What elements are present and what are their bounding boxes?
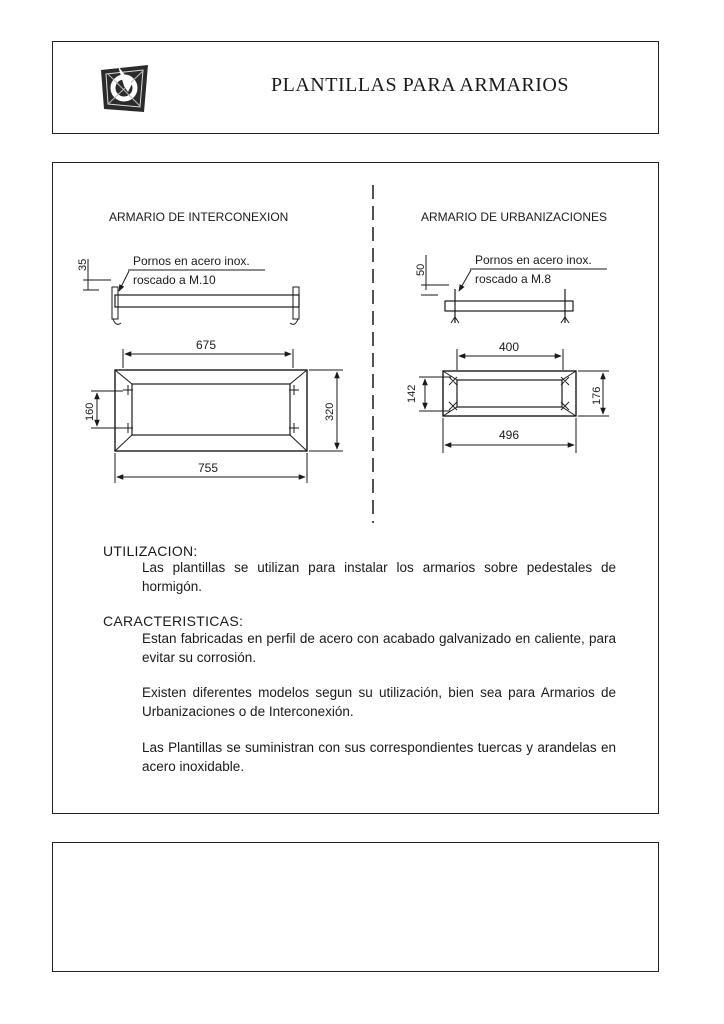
page-title: PLANTILLAS PARA ARMARIOS bbox=[271, 74, 569, 96]
left-dim-inner-width: 675 bbox=[196, 338, 217, 352]
footer-box bbox=[52, 842, 659, 972]
right-caption: ARMARIO DE URBANIZACIONES bbox=[421, 210, 608, 224]
left-dim-inner-height: 160 bbox=[84, 402, 96, 421]
caracteristicas-heading: CARACTERISTICAS: bbox=[103, 613, 244, 629]
utilizacion-text: Las plantillas se utilizan para instalar los armarios sobre pedestales de hormigón. bbox=[142, 560, 616, 594]
main-content-box bbox=[52, 162, 659, 814]
left-dim-bolt: 35 bbox=[77, 258, 89, 271]
company-logo bbox=[98, 62, 152, 116]
left-dim-outer-width: 755 bbox=[198, 461, 219, 475]
caracteristicas-paragraph-2: Existen diferentes modelos segun su utilización, bien sea para Armarios de Urbanizaciones o de Interconexión. bbox=[142, 685, 616, 719]
caracteristicas-paragraph-1: Estan fabricadas en perfil de acero con acabado galvanizado en caliente, para evitar su corrosión. bbox=[142, 631, 616, 665]
technical-drawing bbox=[53, 163, 658, 533]
right-dim-inner-height: 142 bbox=[406, 384, 418, 403]
right-dim-outer-width: 496 bbox=[499, 428, 520, 442]
right-dim-bolt: 50 bbox=[415, 263, 427, 276]
left-note-line2: roscado a M.10 bbox=[133, 273, 216, 287]
right-note-line2: roscado a M.8 bbox=[475, 272, 552, 286]
header-box bbox=[52, 41, 659, 134]
caracteristicas-paragraph-3: Las Plantillas se suministran con sus correspondientes tuercas y arandelas en acero inoxidable. bbox=[142, 740, 616, 774]
utilizacion-heading: UTILIZACION: bbox=[103, 543, 198, 559]
right-dim-outer-height: 176 bbox=[591, 386, 603, 405]
left-dim-outer-height: 320 bbox=[324, 402, 336, 421]
right-note-line1: Pornos en acero inox. bbox=[475, 253, 592, 267]
left-note-line1: Pornos en acero inox. bbox=[133, 254, 250, 268]
left-caption: ARMARIO DE INTERCONEXION bbox=[109, 210, 289, 224]
right-dim-inner-width: 400 bbox=[499, 340, 520, 354]
